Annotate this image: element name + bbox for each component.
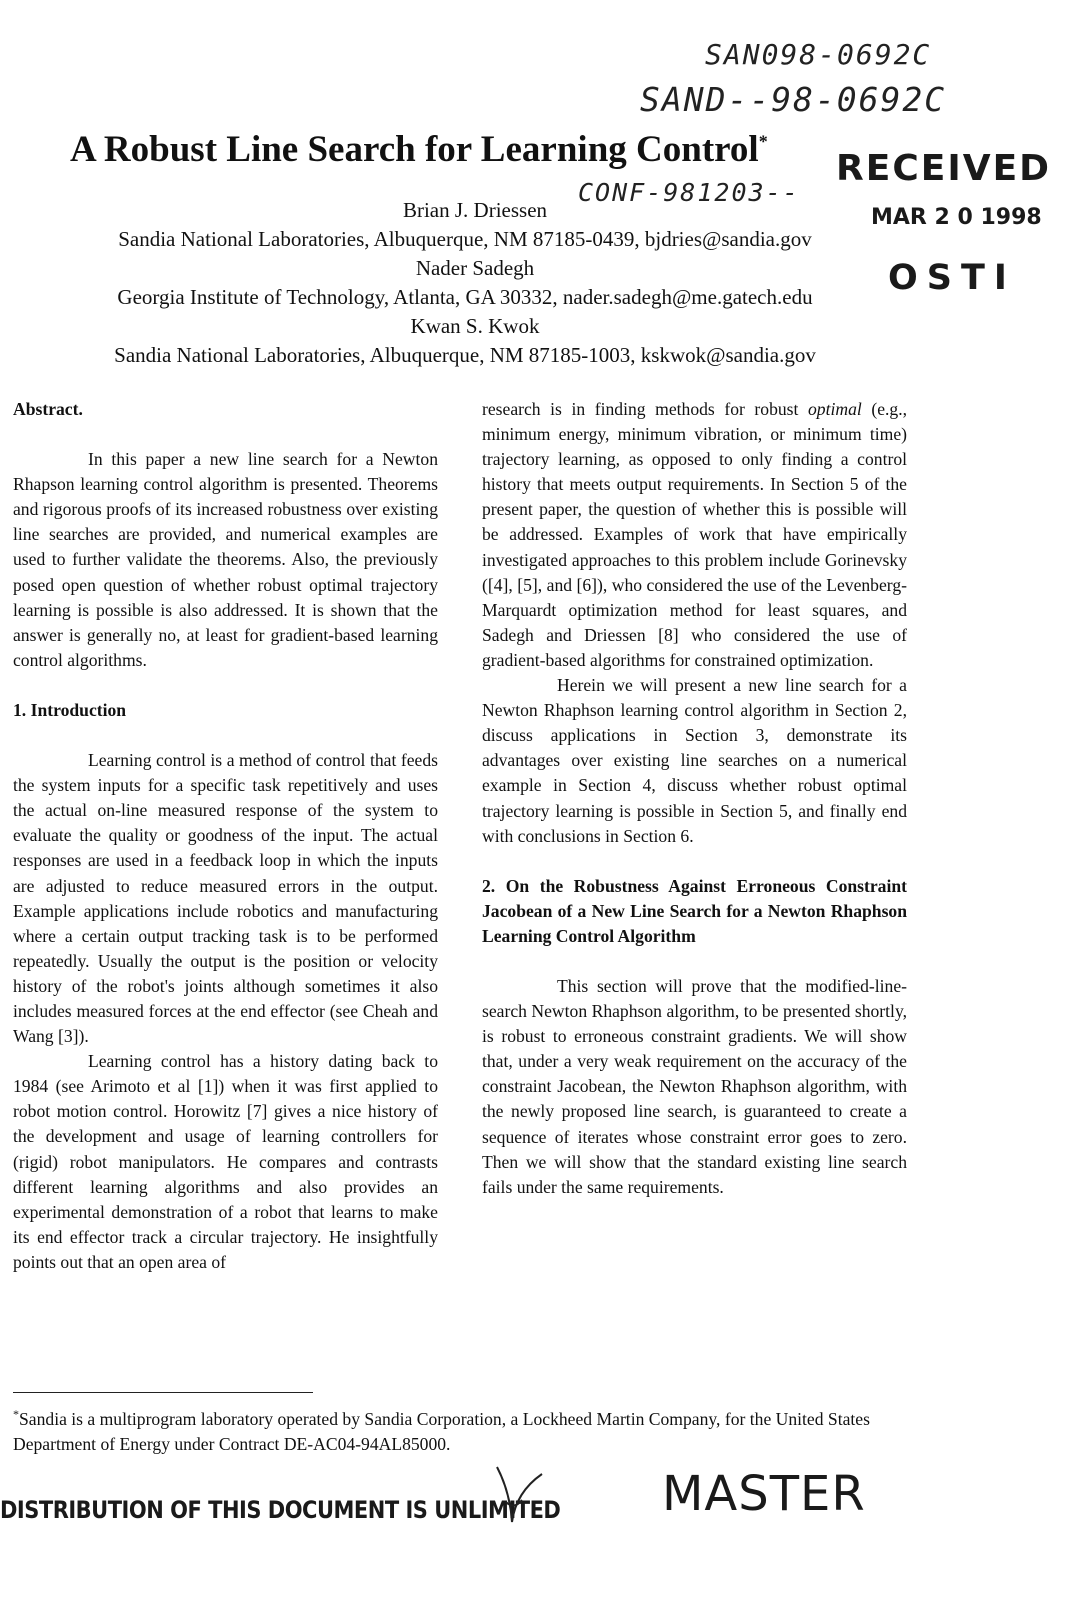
author-affiliation: Georgia Institute of Technology, Atlanta, GA 30332, nader.sadegh@me.gatech.edu	[117, 285, 813, 309]
handwritten-report-number: SAN098-0692C	[705, 38, 932, 71]
master-stamp: MASTER	[662, 1466, 866, 1522]
abstract-heading: Abstract.	[13, 399, 83, 419]
paragraph: This section will prove that the modified-line-search Newton Rhaphson algorithm, to be presented shortly, is robust to erroneous constraint gradients. We will show that, under a very weak requirement on the accuracy of the constraint Jacobean, the Newton Rhaphson algorithm, with the newly proposed line search, is guaranteed to create a sequence of iterates whose constraint error goes to zero. Then we will show that the standard existing line search fails under the same requirements.	[482, 975, 907, 1197]
date-stamp: MAR 2 0 1998	[871, 205, 1042, 230]
handwritten-conf-number: CONF-981203--	[578, 178, 800, 207]
handwritten-initials	[492, 1462, 552, 1532]
author-name: Kwan S. Kwok	[410, 314, 540, 338]
osti-stamp: OSTI	[888, 258, 1016, 298]
handwritten-report-number-2: SAND--98-0692C	[640, 80, 947, 119]
author-affiliation: Sandia National Laboratories, Albuquerque, NM 87185-1003, kskwok@sandia.gov	[114, 343, 816, 367]
author-name: Brian J. Driessen	[402, 198, 548, 222]
footnote: *Sandia is a multiprogram laboratory operated by Sandia Corporation, a Lockheed Martin Company, for the United States Department of Energy under Contract DE-AC04-94AL85000.	[13, 1407, 870, 1454]
paragraph: Herein we will present a new line search for a Newton Rhaphson learning control algorithm in Section 2, discuss applications in Section 3, demonstrate its advantages over existing line searches on a numerical example in Section 4, discuss whether robust optimal trajectory learning is possible in Section 5, and finally end with conclusions in Section 6.	[482, 675, 907, 846]
left-column	[13, 397, 438, 1275]
author-name: Nader Sadegh	[415, 256, 535, 280]
paragraph: research is in finding methods for robust optimal (e.g., minimum energy, minimum vibration, or minimum time) trajectory learning, as opposed to only finding a control history that meets output requirements. In Section 5 of the present paper, the question of whether this is possible will be addressed. Examples of work that have empirically investigated approaches to this problem include Gorinevsky ([4], [5], and [6]), who considered the use of the Levenberg-Marquardt optimization method for least squares, and Sadegh and Driessen [8] who considered the use of gradient-based algorithms for constrained optimization.	[482, 399, 908, 670]
section-heading: 2. On the Robustness Against Erroneous Constraint Jacobean of a New Line Search for a Newton Rhaphson Learning Control Algorithm	[482, 875, 907, 946]
section-heading: 1. Introduction	[13, 699, 127, 720]
distribution-stamp: DISTRIBUTION OF THIS DOCUMENT IS UNLIMITED	[0, 1496, 561, 1524]
paper-title: A Robust Line Search for Learning Control*	[70, 129, 768, 170]
footnote-rule	[13, 1392, 313, 1393]
received-stamp: RECEIVED	[836, 148, 1052, 189]
abstract-text: In this paper a new line search for a Newton Rhapson learning control algorithm is presented. Theorems and rigorous proofs of its increased robustness over existing line searches are provided, and numerical examples are used to further validate the theorems. Also, the previously posed open question of whether robust optimal trajectory learning is possible is also addressed. It is shown that the answer is generally no, at least for gradient-based learning control algorithms.	[13, 449, 438, 670]
paragraph: Learning control is a method of control that feeds the system inputs for a specific task repetitively and uses the actual on-line measured response of the system to evaluate the quality or goodness of the input. The actual responses are used in a feedback loop in which the inputs are adjusted to reduce measured errors in the output. Example applications include robotics and manufacturing where a certain output tracking task is to be performed repeatedly. Usually the output is the position or velocity history of the robot's joints although sometimes it also includes measured forces at the end effector (see Cheah and Wang [3]).	[13, 750, 438, 1047]
paragraph: Learning control has a history dating back to 1984 (see Arimoto et al [1]) when it was first applied to robot motion control. Horowitz [7] gives a nice history of the development and usage of learning controllers for (rigid) robot manipulators. He compares and contrasts different learning algorithms and also provides an experimental demonstration of a robot that learns to make its end effector track a circular trajectory. He insightfully points out that an open area of	[13, 1051, 438, 1272]
title-block	[70, 128, 768, 171]
author-affiliation: Sandia National Laboratories, Albuquerque, NM 87185-0439, bjdries@sandia.gov	[118, 227, 812, 251]
footnote-mark: *	[13, 1407, 19, 1421]
right-column	[482, 397, 907, 1200]
